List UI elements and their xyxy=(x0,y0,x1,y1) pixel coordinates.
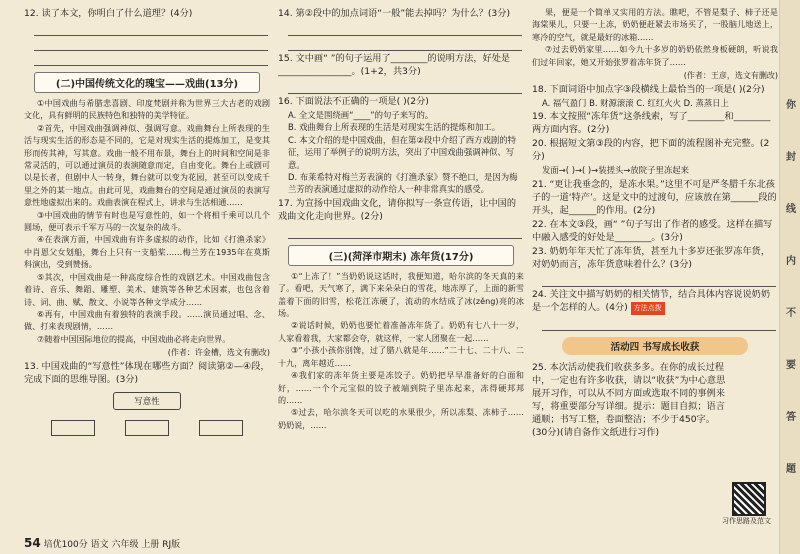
answer-line[interactable] xyxy=(288,21,522,36)
flowchart[interactable]: 发面→( )→( )→装搓头→放院子里冻起来 xyxy=(542,165,689,176)
question-20: 20. 根据短文第③段的内容，把下面的流程图补充完整。(2分) xyxy=(532,138,770,163)
mind-map-blank[interactable] xyxy=(199,420,243,436)
answer-line[interactable] xyxy=(34,21,268,36)
option-a: A. 全文是围绕画“____”的句子来写的。 xyxy=(288,110,434,120)
answer-line[interactable] xyxy=(542,272,776,287)
left-column xyxy=(24,6,270,534)
reading-paragraph-4: ④我们家的冻年货主要是冻饺子。奶奶把早早准备好的白面和好，……一个个元宝似的饺子被端到院子里冻起来，冻得硬邦邦的…… xyxy=(278,370,524,405)
passage-paragraph-1: ①中国戏曲与希腊悲喜剧、印度梵剧并称为世界三大古老的戏剧文化，具有鲜明的民族特色和独特的美学特征。 xyxy=(24,98,270,121)
question-15: 15. 文中画“ ”的句子运用了________的说明方法，好处是________________。(1+2，共3分) xyxy=(278,53,511,77)
method-tip-badge: 方法点拨 xyxy=(631,302,665,315)
passage-paragraph-2: ②首先，中国戏曲强调神似、强调写意。戏曲舞台上所表现的生活与现实生活的形态是不同的，它是对现实生活的提炼加工，是变其形而传其神，写其意。戏曲一般不用布景，舞台上的时间和空间是非常灵活的，可以通过演员的表演随意而定，自由变化。舞台上或剧可以是长者，但剧中人一转身，舞台就可以变为花园，甚至可以变成千里之外的某一地点。由此可见，戏曲舞台的空间是通过演员的表演写意性地虚拟出来的。戏曲表演在程式上，讲求与生活相通…… xyxy=(24,122,270,208)
mind-map-blank[interactable] xyxy=(51,420,95,436)
passage-paragraph-7: ⑦随着中国国际地位的提高，中国戏曲必将走向世界。 xyxy=(36,333,231,344)
passage-paragraph-5: ⑤其次，中国戏曲是一种高度综合性的戏剧艺术。中国戏曲包含着诗、音乐、舞蹈、雕塑、美术、建筑等各种艺术因素，也包含着诗、词、曲、赋、散文、小说等各种文学成分…… xyxy=(24,271,270,307)
mind-map-blank[interactable] xyxy=(125,420,169,436)
passage-source: (作者：许金槽，选文有删改) xyxy=(167,348,270,358)
answer-line[interactable] xyxy=(288,36,522,51)
reading-paragraph-6: 果，便是一个简单又实用的方法。瞧吧，不管是梨子、柿子还是海棠果儿，只要一上冻，奶奶便赶紧去市场买了，一股脑儿地送上，寒冷的空气，就是最好的冰箱…… xyxy=(532,7,778,42)
section-3-title: (三)(菏泽市期末) 冻年货(17分) xyxy=(288,245,514,266)
passage-paragraph-4: ④在表演方面，中国戏曲有许多虚拟的动作，比如《打渔杀家》中肖恩父女划船，舞台上只有一支船桨……梅兰芳在1935年在莫斯科演出，受到赞扬。 xyxy=(24,234,270,270)
question-25: 25. 本次活动使我们收获多多。在你的成长过程中，一定也有许多收获，请以“收获”为中心意思展开习作，可以从不同方面或选取不同的事例来写，将重要部分写详细。提示：题目自拟；语言通顺；书写工整，卷面整洁；不少于450字。(30分)(请自备作文纸进行习作) xyxy=(532,361,726,438)
question-14: 14. 第②段中的加点词语“一般”能去掉吗？为什么？(3分) xyxy=(278,8,511,19)
book-title: 培优100分 语文 六年级 上册 RJ版 xyxy=(43,540,181,550)
question-22: 22. 在本文③段，画“ ”句子写出了作者的感受。这样在描写中融入感受的好处是________。(3分) xyxy=(532,218,773,243)
question-12: 12. 读了本文，你明白了什么道理？(4分) xyxy=(24,8,193,19)
qr-code-icon[interactable] xyxy=(732,482,766,516)
answer-line[interactable] xyxy=(34,51,268,66)
reading-paragraph-3: ③“小孩小孩你别馋，过了腊八就是年……”二十七、二十八、二十九，离年越近…… xyxy=(278,345,524,368)
margin-char: 题 xyxy=(786,464,796,475)
margin-char: 答 xyxy=(786,412,796,423)
middle-column xyxy=(278,6,524,534)
answer-line[interactable] xyxy=(288,79,522,94)
question-19: 19. 本文按照“冻年货”这条线索，写了________和________两方面内容。(2分) xyxy=(532,111,771,136)
reading-paragraph-1: ①“上冻了！”当奶奶说这话时，我便知道，哈尔滨的冬天真的来了。看吧，天气寒了，满下来朵朵白的雪花，地冻厚了，上面的新雪盖着下面的旧雪，松花江冻硬了，流动的水结成了冰(zěng)亮的冰场。 xyxy=(278,270,524,319)
margin-char: 线 xyxy=(786,204,796,215)
question-13: 13. 中国戏曲的“写意性”体现在哪些方面？阅读第②—④段，完成下面的思维导图。(3分) xyxy=(24,361,270,386)
page-footer xyxy=(24,536,180,550)
section-2-title: (二)中国传统文化的瑰宝——戏曲(13分) xyxy=(34,72,260,93)
reading-paragraph-5: ⑤过去，哈尔滨冬天可以吃的水果很少，所以冻梨、冻柿子……奶奶说，…… xyxy=(278,407,524,430)
page-number: 54 xyxy=(24,536,41,550)
binding-margin xyxy=(779,0,800,554)
margin-char: 封 xyxy=(786,152,796,163)
option-d: D. 布莱希特对梅兰芳表演的《打渔杀家》赞不绝口，是因为梅兰芳的表演通过虚拟的动作给人一种非常真实的感受。 xyxy=(288,172,518,195)
question-24 xyxy=(532,288,778,315)
option-c: C. 本文介绍的是中国戏曲，但在第②段中介绍了西方戏剧的特征，运用了举例子的说明方法，突出了中国戏曲强调神似、写意。 xyxy=(288,134,517,170)
margin-char: 你 xyxy=(786,100,796,111)
answer-line[interactable] xyxy=(542,316,776,331)
question-21: 21. “更让我垂念的，是冻水果。”这里不可是严冬腊千东北孩子的一道‘特产’。这是文中的过渡句，应该放在第______段的开头，起______的作用。(2分) xyxy=(532,178,777,216)
question-16: 16. 下面说法不正确的一项是( )(2分) xyxy=(278,96,429,107)
reading-paragraph-2: ②说话时候，奶奶也要忙着准备冻年货了。奶奶有七八十一岁，人家看着我，大家都会夸，就这样，一家人团聚在一起…… xyxy=(278,320,524,343)
answer-line[interactable] xyxy=(34,36,268,51)
passage-paragraph-6: ⑥再有，中国戏曲有着独特的表演手段。……演员通过唱、念、做、打来表现剧情，…… xyxy=(24,308,270,332)
right-column xyxy=(532,6,778,534)
reading-source: (作者：王彦，选文有删改) xyxy=(683,71,778,81)
option-b: B. 戏曲舞台上所表现的生活是对现实生活的提炼和加工。 xyxy=(288,122,501,133)
activity-4-banner: 活动四 书写成长收获 xyxy=(562,337,748,355)
passage-paragraph-3: ③中国戏曲的情节有时也是写意性的，如一个将相千乘可以几个圆场，便可表示千军万马的一次复杂的战斗。 xyxy=(24,209,270,233)
mind-map xyxy=(36,392,258,436)
answer-line[interactable] xyxy=(288,224,522,239)
question-17: 17. 为宣扬中国戏曲文化，请你拟写一条宣传语，让中国的戏曲文化走向世界。(2分) xyxy=(278,197,517,222)
question-18-options: A. 福气盈门 B. 财源滚滚 C. 红红火火 D. 蒸蒸日上 xyxy=(542,98,729,109)
qr-code-label: 习作思路及范文 xyxy=(722,517,771,525)
reading-paragraph-7: ⑦过去奶奶家里……如今九十多岁的奶奶依然身板硬朗，听说我们过年回家，她又开始张罗着冻年货了…… xyxy=(532,44,778,67)
question-24-text: 24. 关注文中描写奶奶的相关情节，结合具体内容说说奶奶是一个怎样的人。(4分) xyxy=(532,288,771,313)
question-18: 18. 下面词语中加点字③段横线上最恰当的一项是( )(2分) xyxy=(532,84,765,96)
margin-char: 内 xyxy=(786,256,796,267)
question-23: 23. 奶奶年年天忙了冻年货，甚至九十多岁还张罗冻年货，对奶奶而言，冻年货意味着什么？(3分) xyxy=(532,245,771,270)
margin-char: 要 xyxy=(786,360,796,371)
mind-map-root: 写意性 xyxy=(113,392,181,410)
margin-char: 不 xyxy=(786,308,796,319)
